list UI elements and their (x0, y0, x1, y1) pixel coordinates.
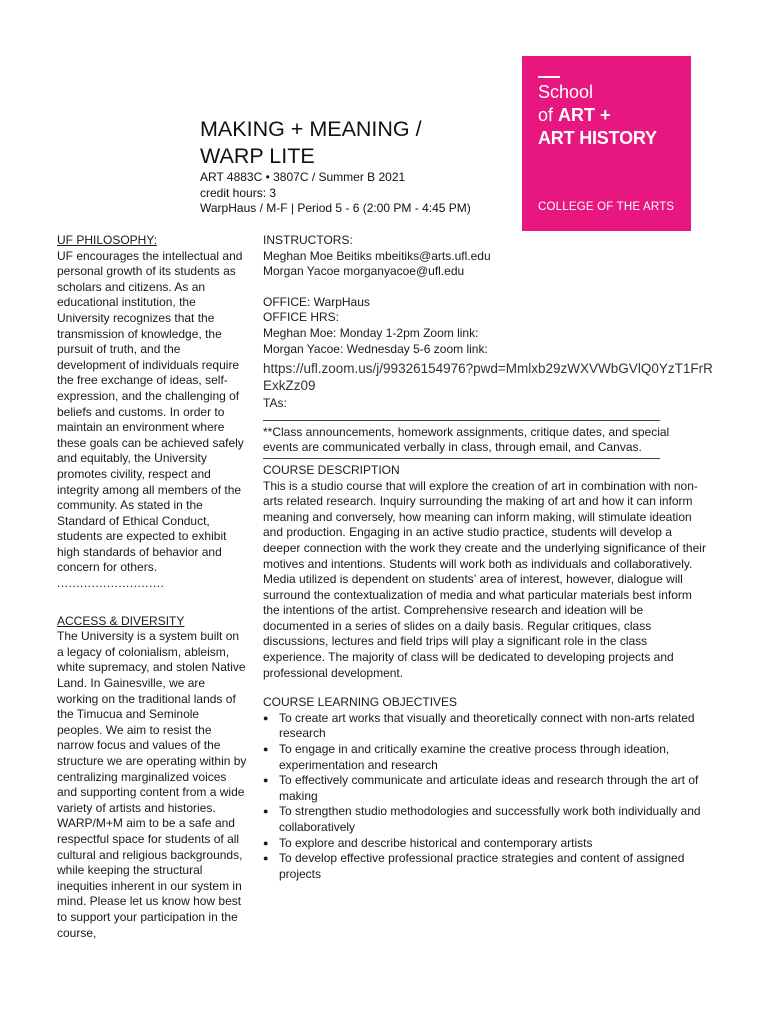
instructors-heading: INSTRUCTORS: (263, 233, 353, 247)
tas-label: TAs: (263, 396, 287, 411)
philosophy-text: UF encourages the intellectual and personal growth of its students as scholars and citizens. As an educational institution, the University recognizes that the transmission of knowledge, the pursuit of truth, and the development of individuals require the free exchange of ideas, self-expression, and the challenging of beliefs and customs. In order to maintain an environment where these goals can be achieved safely and equitably, the University promotes civility, respect and integrity among all members of the community. As stated in the Standard of Ethical Conduct, students are expected to exhibit high standards of behavior and concern for others. (57, 248, 244, 575)
course-meta (200, 170, 471, 217)
zoom-link[interactable]: https://ufl.zoom.us/j/99326154976?pwd=Mmlxb29zWXVWbGVlQ0YzT1FrRExkZz09 (263, 361, 713, 394)
title-line-2: WARP LITE (200, 144, 315, 168)
school-logo (522, 56, 691, 231)
office-location: OFFICE: WarpHaus (263, 294, 370, 309)
logo-line-college: COLLEGE OF THE ARTS (538, 201, 675, 213)
description-heading: COURSE DESCRIPTION (263, 462, 400, 477)
list-item: ● To effectively communicate and articulate ideas and research through the art of making (263, 773, 713, 804)
announcements-note: **Class announcements, homework assignments, critique dates, and special events are communicated verbally in class, through email, and Canvas. (263, 424, 670, 455)
list-item: ● To engage in and critically examine the creative process through ideation, experimentation and research (263, 742, 713, 773)
list-item: ● To create art works that visually and theoretically connect with non-arts related research (263, 711, 713, 742)
divider-1 (263, 420, 660, 421)
office-hours-2: Morgan Yacoe: Wednesday 5-6 zoom link: (263, 341, 488, 356)
logo-dash (538, 76, 560, 78)
objectives-heading: COURSE LEARNING OBJECTIVES (263, 695, 458, 710)
objectives-list (263, 711, 713, 883)
right-column (263, 233, 713, 882)
logo-of: of (538, 105, 554, 125)
class-schedule: WarpHaus / M-F | Period 5 - 6 (2:00 PM - 4:45 PM) (200, 201, 471, 215)
logo-line-school: School (538, 82, 594, 102)
divider-2 (263, 458, 660, 459)
access-text: The University is a system built on a legacy of colonialism, ableism, white supremacy, and stolen Native Land. In Gainesville, we are working on the traditional lands of the Timucua and Seminole peoples. We aim to resist the narrow focus and values of the structure we are operating within by centralizing marginalized voices and supporting content from a wide variety of artists and histories. WARP/M+M aim to be a safe and respectful space for students of all cultural and religious backgrounds, while keeping the structural inequities inherent in our system in mind. Please let us know how best to support your participation in the course, (57, 629, 247, 940)
list-item: ● To develop effective professional practice strategies and content of assigned projects (263, 851, 713, 882)
list-item: ● To strengthen studio methodologies and successfully work both individually and collaboratively (263, 804, 713, 835)
philosophy-heading: UF PHILOSOPHY: (57, 233, 158, 247)
course-code: ART 4883C • 3807C / Summer B 2021 (200, 170, 406, 184)
document-title (200, 116, 500, 170)
instructor-2: Morgan Yacoe morganyacoe@ufl.edu (263, 264, 465, 279)
logo-line-art (538, 105, 611, 126)
office-hours-1: Meghan Moe: Monday 1-2pm Zoom link: (263, 325, 479, 340)
office-hours-heading: OFFICE HRS: (263, 310, 340, 325)
credit-hours: credit hours: 3 (200, 185, 277, 200)
access-heading: ACCESS & DIVERSITY (57, 613, 185, 628)
logo-line-art-history: ART HISTORY (538, 128, 657, 148)
left-column (57, 233, 247, 941)
list-item: ● To explore and describe historical and contemporary artists (263, 836, 713, 852)
instructor-1: Meghan Moe Beitiks mbeitiks@arts.ufl.edu (263, 248, 491, 263)
description-text: This is a studio course that will explore the creation of art in combination with non-arts related research. Inquiry surrounding the making of art and how it can inform meaning and conversely, how meaning can inform making, will stimulate ideation and production. Engaging in an active studio practice, students will develop a deeper connection with the work they create and the underlying significance of their motives and intentions. Students will work both as individuals and collaboratively. Media utilized is dependent on students’ area of interest, however, dialogue will surround the contextualization of media and what particular materials best inform the intentions of the artist. Comprehensive research and ideation will be documented in a series of slides on a daily basis. Regular critiques, class discussions, lectures and field trips will play a significant role in the class experience. The majority of class will be dedicated to developing projects and professional development. (263, 478, 706, 680)
logo-art-plus: ART + (558, 105, 611, 125)
section-dots: ............................ (57, 576, 165, 591)
title-line-1: MAKING + MEANING / (200, 117, 422, 141)
